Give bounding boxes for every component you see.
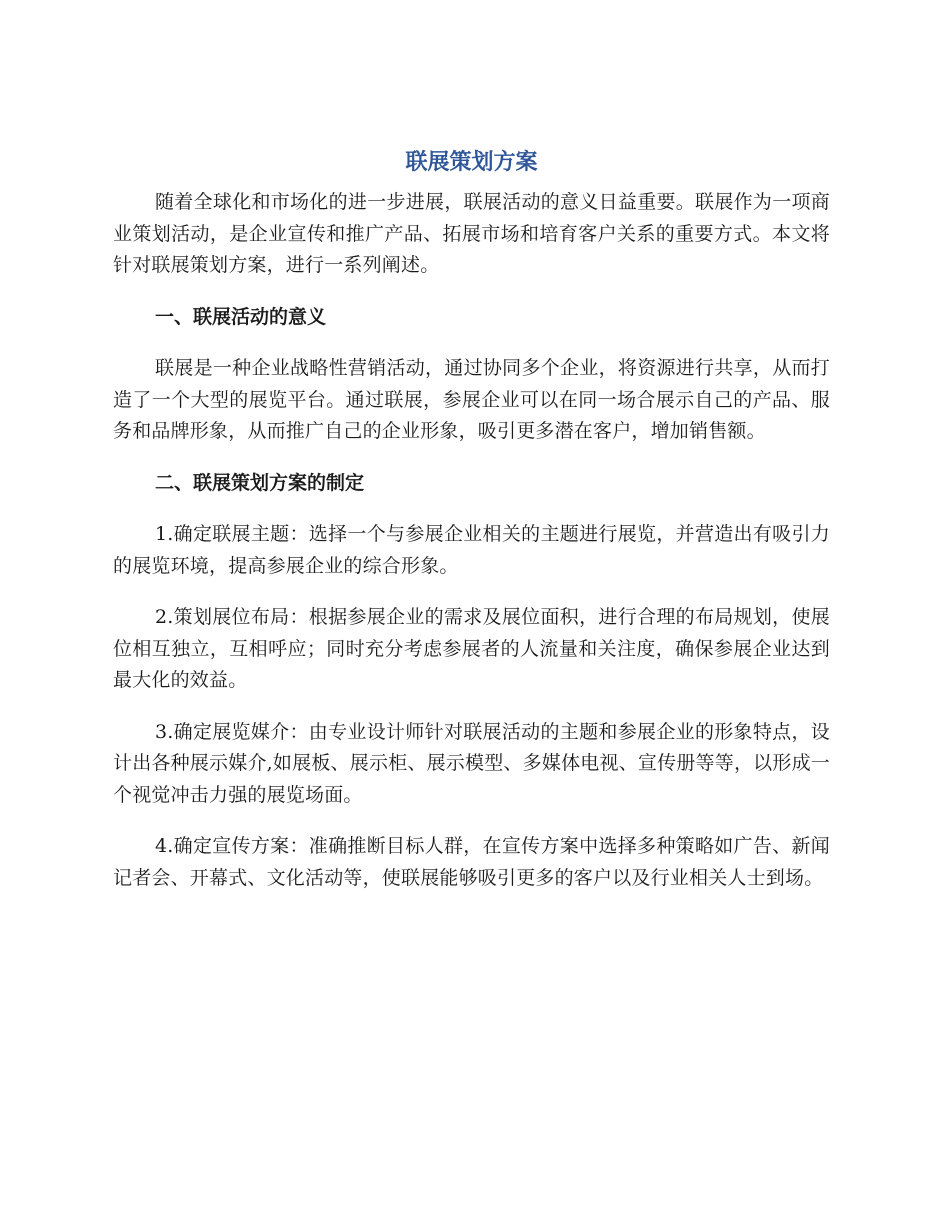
document-page xyxy=(113,145,830,914)
section-heading-planning: 二、联展策划方案的制定 xyxy=(155,471,365,494)
planning-item-4: 4.确定宣传方案：准确推断目标人群，在宣传方案中选择多种策略如广告、新闻记者会、开幕式、文化活动等，使联展能够吸引更多的客户以及行业相关人士到场。 xyxy=(113,835,830,889)
intro-paragraph: 随着全球化和市场化的进一步进展，联展活动的意义日益重要。联展作为一项商业策划活动，是企业宣传和推广产品、拓展市场和培育客户关系的重要方式。本文将针对联展策划方案，进行一系列阐述。 xyxy=(113,191,830,276)
document-title: 联展策划方案 xyxy=(405,150,538,175)
planning-item-2: 2.策划展位布局：根据参展企业的需求及展位面积，进行合理的布局规划，使展位相互独立，互相呼应；同时充分考虑参展者的人流量和关注度，确保参展企业达到最大化的效益。 xyxy=(113,606,830,691)
planning-item-1: 1.确定联展主题：选择一个与参展企业相关的主题进行展览，并营造出有吸引力的展览环境，提高参展企业的综合形象。 xyxy=(113,523,830,577)
section-heading-significance: 一、联展活动的意义 xyxy=(155,305,327,328)
planning-item-3: 3.确定展览媒介：由专业设计师针对联展活动的主题和参展企业的形象特点，设计出各种展示媒介,如展板、展示柜、展示模型、多媒体电视、宣传册等等，以形成一个视觉冲击力强的展览场面。 xyxy=(113,720,830,806)
significance-paragraph: 联展是一种企业战略性营销活动，通过协同多个企业，将资源进行共享，从而打造了一个大型的展览平台。通过联展，参展企业可以在同一场合展示自己的产品、服务和品牌形象，从而推广自己的企业形象，吸引更多潜在客户，增加销售额。 xyxy=(113,357,830,442)
